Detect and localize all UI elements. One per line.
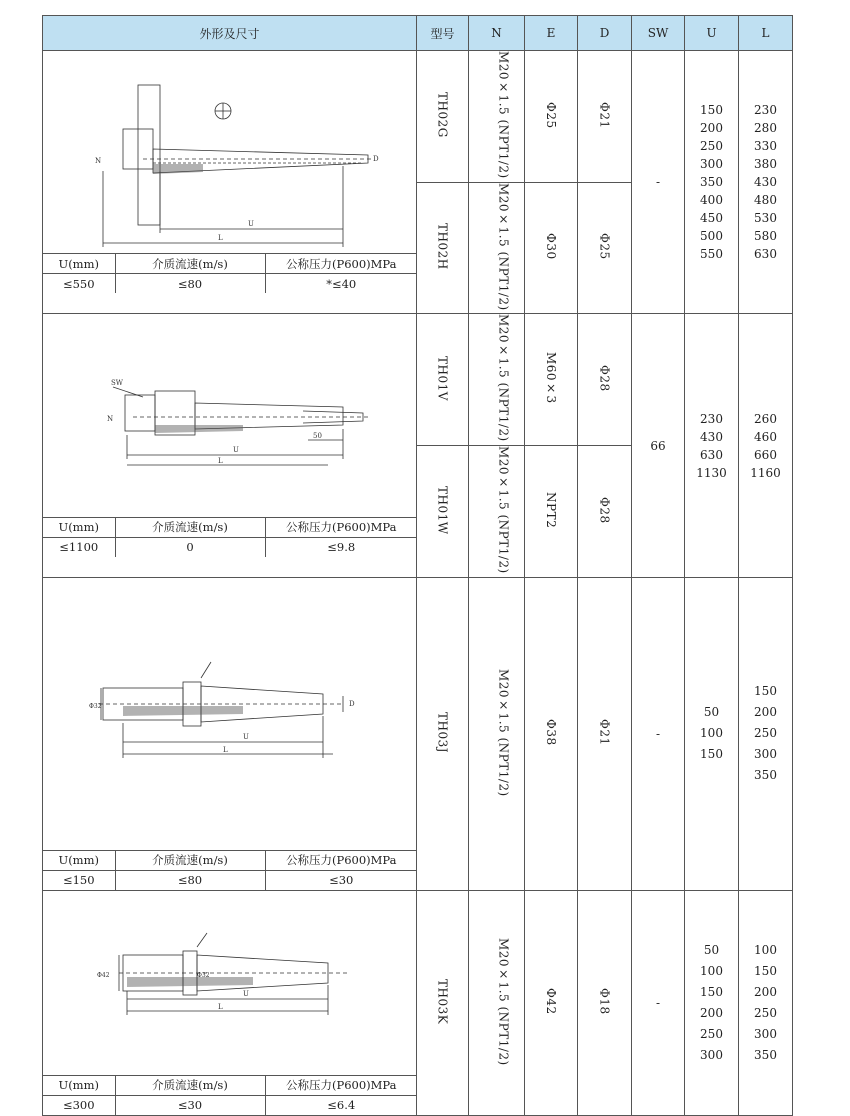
n-value: M20×1.5 (NPT1/2) (496, 668, 511, 797)
limit-u: ≤300 (43, 1095, 115, 1115)
model-cell (417, 577, 469, 890)
d-cell (578, 51, 632, 183)
l-value: 150 (754, 963, 777, 978)
sub-header-pressure: 公称压力(P600)MPa (265, 517, 417, 537)
u-value: 230 (700, 411, 723, 426)
model-cell (417, 51, 469, 183)
d-value: Φ28 (597, 364, 612, 392)
table-row (43, 577, 793, 890)
l-value: 100 (754, 942, 777, 957)
u-values-cell (685, 890, 739, 1115)
u-value: 500 (700, 229, 723, 244)
l-value: 230 (754, 103, 777, 118)
d-cell (578, 890, 632, 1115)
drawing-label-u: U (233, 445, 239, 454)
drawing-label-sw: SW (111, 378, 123, 387)
thermowell-drawing-th03k (43, 891, 417, 1071)
u-value: 50 (703, 705, 720, 720)
u-values-cell (685, 51, 739, 314)
limit-pressure: ≤6.4 (265, 1095, 417, 1115)
header-sw: SW (632, 16, 685, 51)
e-value: M60×3 (544, 352, 558, 405)
l-value: 430 (754, 175, 777, 190)
model-name: TH02H (435, 223, 450, 270)
drawing-label-50: 50 (313, 431, 322, 440)
header-e: E (525, 16, 578, 51)
model-cell (417, 446, 469, 578)
limits-table (43, 850, 417, 890)
n-value: M20×1.5 (NPT1/2) (496, 446, 511, 574)
l-value: 300 (754, 747, 777, 762)
sub-header-u: U(mm) (43, 850, 115, 870)
sw-cell: - (632, 577, 685, 890)
l-value: 250 (754, 726, 777, 741)
header-d: D (578, 16, 632, 51)
e-cell (525, 182, 578, 314)
model-cell (417, 314, 469, 446)
l-value: 150 (754, 684, 777, 699)
sub-header-speed: 介质流速(m/s) (115, 850, 265, 870)
u-value: 50 (703, 942, 720, 957)
u-value: 300 (700, 1047, 723, 1062)
d-value: Φ25 (597, 233, 612, 260)
model-name: TH01W (435, 485, 450, 535)
l-value: 530 (754, 211, 777, 226)
l-values-cell (739, 890, 793, 1115)
e-value: Φ42 (544, 988, 558, 1015)
sub-header-speed: 介质流速(m/s) (115, 1075, 265, 1095)
drawing-cell-th02 (43, 51, 417, 314)
n-value: M20×1.5 (NPT1/2) (496, 182, 511, 311)
limit-speed: ≤80 (115, 274, 265, 294)
u-value: 300 (700, 157, 723, 172)
u-value: 450 (700, 211, 723, 226)
u-value: 350 (700, 175, 723, 190)
model-cell (417, 890, 469, 1115)
e-cell (525, 890, 578, 1115)
d-value: Φ21 (597, 719, 612, 746)
sub-header-speed: 介质流速(m/s) (115, 517, 265, 537)
limit-speed: ≤30 (115, 1095, 265, 1115)
sub-header-pressure: 公称压力(P600)MPa (265, 254, 417, 274)
sub-header-pressure: 公称压力(P600)MPa (265, 850, 417, 870)
header-model: 型号 (417, 16, 469, 51)
d-cell (578, 446, 632, 578)
drawing-label-l: L (218, 456, 223, 465)
model-name: TH02G (435, 91, 450, 138)
thermowell-drawing-th03j (43, 578, 417, 848)
limit-pressure: ≤30 (265, 870, 417, 890)
n-cell (469, 446, 525, 578)
u-value: 430 (700, 429, 723, 444)
u-value: 1130 (696, 465, 727, 480)
drawing-label-n: N (95, 157, 102, 166)
sub-header-u: U(mm) (43, 1075, 115, 1095)
l-value: 580 (754, 229, 777, 244)
u-value: 250 (700, 139, 723, 154)
table-header (43, 16, 793, 51)
drawing-label-phi32: Φ32 (197, 971, 210, 979)
l-value: 1160 (750, 465, 781, 480)
sub-header-speed: 介质流速(m/s) (115, 254, 265, 274)
drawing-label-u: U (248, 220, 254, 229)
n-cell (469, 314, 525, 446)
u-value: 250 (700, 1026, 723, 1041)
limits-table (43, 517, 417, 557)
e-cell (525, 577, 578, 890)
limit-u: ≤150 (43, 870, 115, 890)
sub-header-u: U(mm) (43, 517, 115, 537)
header-u: U (685, 16, 739, 51)
drawing-label-l: L (218, 234, 223, 243)
drawing-cell-th03k (43, 890, 417, 1115)
model-cell (417, 182, 469, 314)
limit-u: ≤1100 (43, 537, 115, 557)
drawing-label-n: N (107, 414, 114, 423)
sub-header-pressure: 公称压力(P600)MPa (265, 1075, 417, 1095)
l-value: 200 (754, 984, 777, 999)
e-cell (525, 446, 578, 578)
u-value: 630 (700, 447, 723, 462)
drawing-label-u: U (243, 989, 249, 998)
table-row (43, 314, 793, 446)
limit-u: ≤550 (43, 274, 115, 294)
drawing-label-d: D (373, 155, 379, 164)
model-name: TH01V (435, 355, 450, 401)
drawing-cell-th03j (43, 577, 417, 890)
u-value: 200 (700, 121, 723, 136)
l-values-cell (739, 51, 793, 314)
d-value: Φ21 (597, 101, 612, 129)
d-cell (578, 577, 632, 890)
header-n: N (469, 16, 525, 51)
drawing-label-phi42: Φ42 (97, 971, 110, 979)
drawing-label-l: L (218, 1002, 223, 1011)
l-values-cell (739, 577, 793, 890)
n-cell (469, 51, 525, 183)
sw-cell: 66 (632, 314, 685, 577)
u-value: 150 (700, 103, 723, 118)
e-value: NPT2 (544, 491, 558, 529)
header-shape: 外形及尺寸 (43, 16, 417, 51)
sw-cell: - (632, 51, 685, 314)
l-value: 330 (754, 139, 777, 154)
limit-speed: ≤80 (115, 870, 265, 890)
u-values-cell (685, 577, 739, 890)
e-value: Φ25 (544, 101, 558, 129)
u-value: 100 (700, 726, 723, 741)
l-value: 630 (754, 247, 777, 262)
drawing-label-d: D (349, 699, 355, 708)
table-row (43, 51, 793, 183)
n-value: M20×1.5 (NPT1/2) (496, 314, 511, 443)
l-value: 350 (754, 768, 777, 783)
u-value: 550 (700, 247, 723, 262)
l-value: 480 (754, 193, 777, 208)
u-value: 150 (700, 984, 723, 999)
n-value: M20×1.5 (NPT1/2) (496, 51, 511, 179)
limits-table (43, 253, 417, 293)
l-value: 280 (754, 121, 777, 136)
l-value: 200 (754, 705, 777, 720)
drawing-label-phi32: Φ32 (89, 702, 102, 710)
u-value: 400 (700, 193, 723, 208)
sw-cell: - (632, 890, 685, 1115)
l-value: 380 (754, 157, 777, 172)
drawing-label-l: L (223, 745, 228, 754)
header-l: L (739, 16, 793, 51)
sub-header-u: U(mm) (43, 254, 115, 274)
thermowell-drawing-th01 (43, 335, 417, 515)
model-name: TH03J (435, 711, 450, 753)
u-values-cell (685, 314, 739, 577)
spec-table (42, 15, 793, 1116)
u-value: 150 (700, 747, 723, 762)
d-value: Φ18 (597, 988, 612, 1015)
l-value: 250 (754, 1005, 777, 1020)
e-value: Φ38 (544, 719, 558, 746)
limit-pressure: *≤40 (265, 274, 417, 294)
d-cell (578, 182, 632, 314)
l-value: 660 (754, 447, 777, 462)
d-value: Φ28 (597, 496, 612, 524)
l-value: 300 (754, 1026, 777, 1041)
limit-speed: 0 (115, 537, 265, 557)
drawing-label-u: U (243, 732, 249, 741)
d-cell (578, 314, 632, 446)
thermowell-drawing-th02 (43, 71, 417, 251)
drawing-cell-th01 (43, 314, 417, 577)
l-values-cell (739, 314, 793, 577)
model-name: TH03K (435, 978, 450, 1024)
n-cell (469, 890, 525, 1115)
n-cell (469, 577, 525, 890)
e-cell (525, 51, 578, 183)
table-row (43, 890, 793, 1115)
limit-pressure: ≤9.8 (265, 537, 417, 557)
n-cell (469, 182, 525, 314)
l-value: 350 (754, 1047, 777, 1062)
l-value: 260 (754, 411, 777, 426)
n-value: M20×1.5 (NPT1/2) (496, 937, 511, 1066)
l-value: 460 (754, 429, 777, 444)
u-value: 200 (700, 1005, 723, 1020)
e-value: Φ30 (544, 233, 558, 260)
u-value: 100 (700, 963, 723, 978)
e-cell (525, 314, 578, 446)
limits-table (43, 1075, 417, 1115)
